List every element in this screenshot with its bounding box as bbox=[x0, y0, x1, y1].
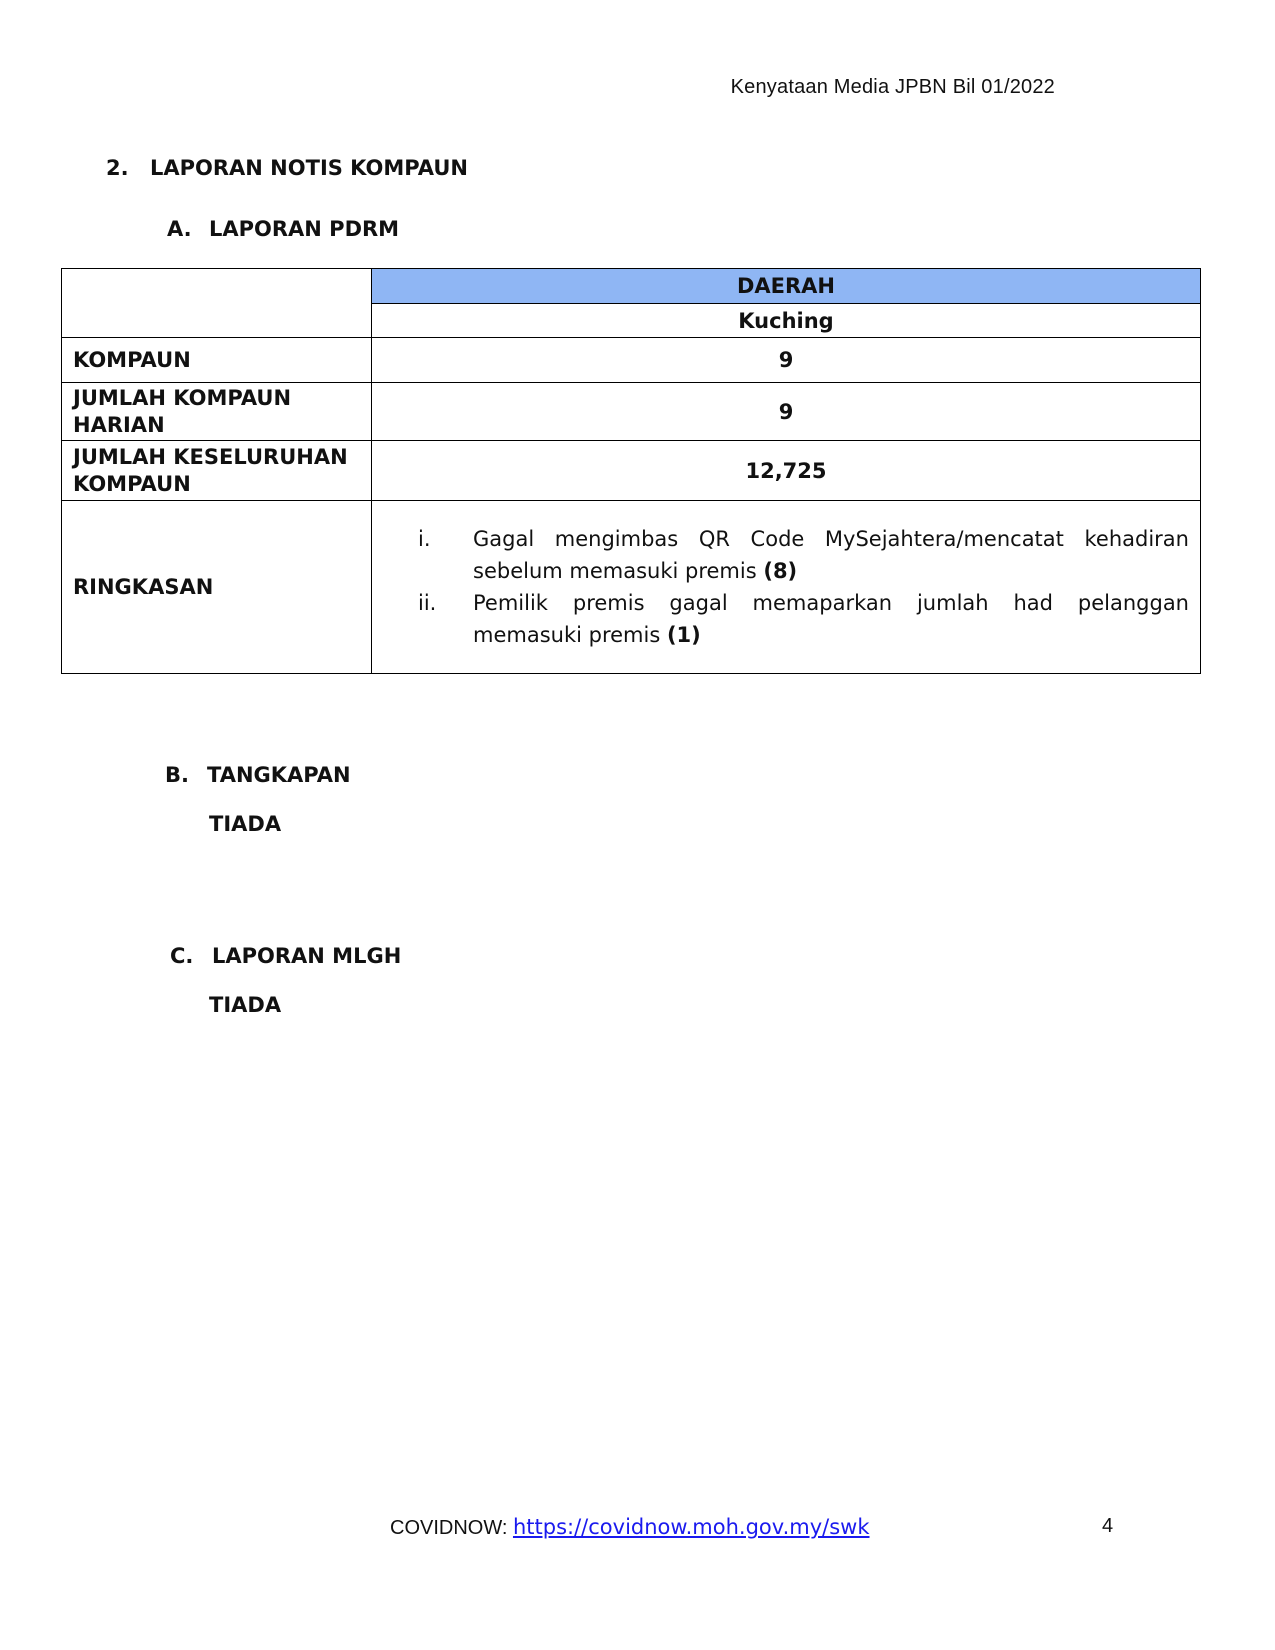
subsection-b-heading bbox=[165, 763, 351, 787]
list-item-text bbox=[473, 587, 1189, 651]
list-item-count: (8) bbox=[763, 559, 798, 583]
row-value: 12,725 bbox=[372, 441, 1201, 501]
table-row bbox=[62, 338, 1201, 383]
row-label bbox=[62, 441, 372, 501]
subsection-c-letter: C. bbox=[170, 944, 194, 968]
subsection-b-title: TANGKAPAN bbox=[207, 763, 351, 787]
subsection-c-title: LAPORAN MLGH bbox=[212, 944, 402, 968]
summary-row bbox=[62, 501, 1201, 674]
subsection-b-letter: B. bbox=[165, 763, 189, 787]
row-label-line1: JUMLAH KOMPAUN bbox=[73, 385, 292, 410]
subsection-a-heading bbox=[167, 217, 399, 241]
summary-label: RINGKASAN bbox=[62, 501, 372, 674]
subsection-a-letter: A. bbox=[167, 217, 192, 241]
row-label-line2: KOMPAUN bbox=[73, 471, 191, 496]
subsection-c-content: TIADA bbox=[209, 993, 282, 1017]
footer-prefix: COVIDNOW: bbox=[390, 1517, 513, 1539]
row-label bbox=[62, 338, 372, 383]
subsection-a-title: LAPORAN PDRM bbox=[209, 217, 400, 241]
table-row bbox=[62, 383, 1201, 441]
row-label-text: KOMPAUN bbox=[73, 347, 191, 372]
table-row bbox=[62, 441, 1201, 501]
list-marker: ii. bbox=[418, 591, 437, 615]
page-number: 4 bbox=[1102, 1515, 1114, 1537]
list-item-body: Gagal mengimbas QR Code MySejahtera/mencatat kehadiran sebelum memasuki premis bbox=[473, 527, 1189, 583]
list-item bbox=[383, 587, 1189, 651]
section-heading bbox=[106, 156, 468, 180]
row-value: 9 bbox=[372, 338, 1201, 383]
list-item-count: (1) bbox=[666, 623, 701, 647]
list-item-text bbox=[473, 523, 1189, 587]
empty-corner-cell bbox=[62, 269, 372, 338]
list-item bbox=[383, 523, 1189, 587]
row-label-line1: JUMLAH KESELURUHAN bbox=[73, 444, 348, 469]
subsection-b-content: TIADA bbox=[209, 812, 282, 836]
compound-report-table bbox=[61, 268, 1201, 674]
subsection-c-heading bbox=[170, 944, 401, 968]
district-header-cell: DAERAH bbox=[372, 269, 1201, 304]
section-number: 2. bbox=[106, 156, 129, 180]
row-label bbox=[62, 383, 372, 441]
footer bbox=[390, 1515, 870, 1540]
summary-list bbox=[383, 501, 1189, 673]
page-header: Kenyataan Media JPBN Bil 01/2022 bbox=[730, 76, 1055, 98]
list-marker: i. bbox=[418, 527, 431, 551]
row-label-line2: HARIAN bbox=[73, 412, 165, 437]
covidnow-link[interactable]: https://covidnow.moh.gov.my/swk bbox=[512, 1515, 870, 1539]
table-header-row bbox=[62, 269, 1201, 304]
list-item-body: Pemilik premis gagal memaparkan jumlah had pelanggan memasuki premis bbox=[473, 591, 1189, 647]
row-value: 9 bbox=[372, 383, 1201, 441]
district-name-cell: Kuching bbox=[372, 304, 1201, 338]
summary-cell bbox=[372, 501, 1201, 674]
section-title: LAPORAN NOTIS KOMPAUN bbox=[150, 156, 468, 180]
